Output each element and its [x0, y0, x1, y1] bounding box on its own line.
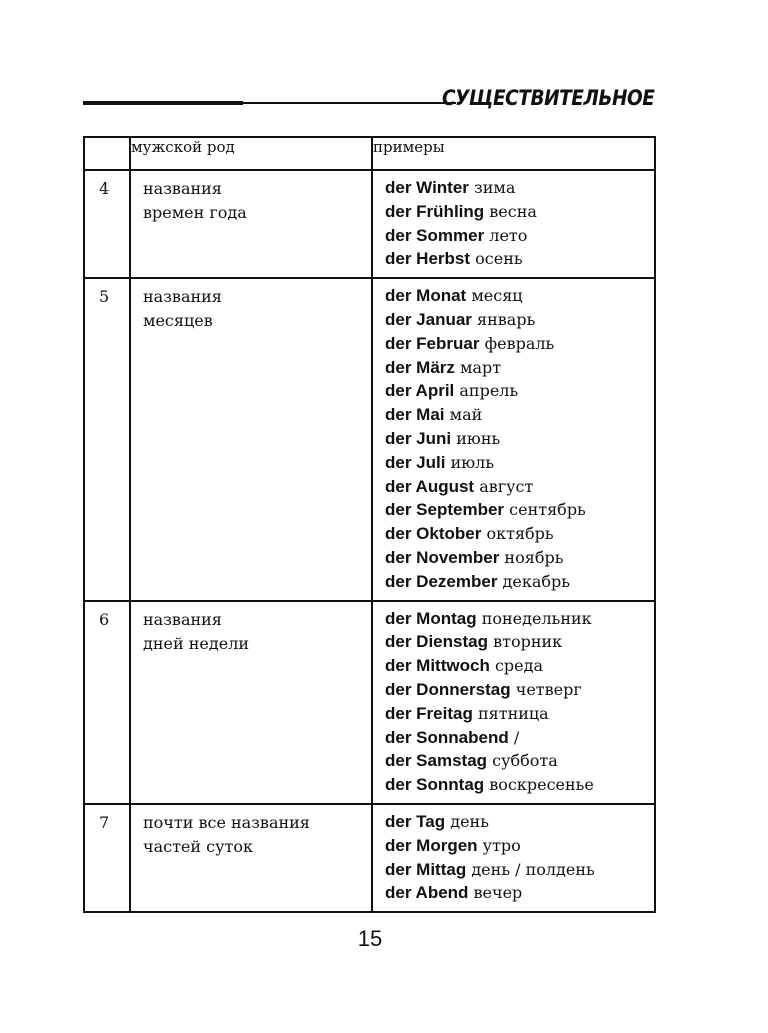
russian-translation: сентябрь — [509, 500, 586, 520]
example-line — [385, 200, 654, 224]
row-number: 7 — [84, 804, 130, 912]
category-line: времен года — [143, 203, 247, 222]
german-word: der September — [385, 500, 505, 520]
german-word: der Dienstag — [385, 632, 488, 652]
example-line — [385, 570, 654, 594]
german-word: der Oktober — [385, 524, 482, 544]
russian-translation: лето — [489, 225, 528, 245]
russian-translation: июль — [450, 452, 495, 472]
russian-translation: вечер — [473, 883, 523, 903]
example-line — [385, 834, 654, 858]
chapter-title: СУЩЕСТВИТЕЛЬНОЕ — [441, 86, 654, 110]
column-header-examples: примеры — [372, 137, 655, 170]
russian-translation: день / полдень — [471, 859, 595, 879]
german-word: der Sommer — [385, 225, 485, 245]
example-line — [385, 522, 654, 546]
german-word: der Tag — [385, 811, 446, 831]
german-word: der Abend — [385, 883, 469, 903]
russian-translation: зима — [474, 178, 516, 197]
example-line — [385, 427, 654, 451]
example-line — [385, 284, 654, 308]
russian-translation: воскресенье — [489, 775, 594, 795]
german-word: der Januar — [385, 309, 472, 329]
russian-translation: январь — [477, 309, 536, 329]
example-line — [385, 702, 654, 726]
row-examples — [372, 278, 655, 600]
category-line: дней недели — [143, 633, 250, 653]
example-line — [385, 607, 654, 631]
table-row — [84, 601, 655, 804]
header-rule-thick — [83, 101, 243, 105]
row-examples — [372, 804, 655, 912]
german-word: der Samstag — [385, 751, 488, 771]
category-line: названия — [143, 179, 222, 198]
row-category — [130, 170, 372, 278]
table-row — [84, 170, 655, 278]
example-line — [385, 678, 654, 702]
example-line — [385, 356, 654, 380]
german-word: der Februar — [385, 333, 480, 353]
russian-translation: пятница — [477, 703, 549, 723]
category-line: названия — [143, 287, 222, 307]
example-line — [385, 498, 654, 522]
category-line: частей суток — [143, 836, 254, 856]
german-word: der Freitag — [385, 703, 473, 723]
russian-translation: понедельник — [481, 608, 592, 628]
german-word: der Morgen — [385, 835, 478, 855]
german-word: der Donnerstag — [385, 679, 511, 699]
example-line — [385, 630, 654, 654]
russian-translation: среда — [494, 656, 543, 676]
chapter-header — [83, 84, 654, 118]
category-line: месяцев — [143, 311, 213, 331]
russian-translation: октябрь — [486, 524, 554, 544]
russian-translation: март — [460, 357, 502, 377]
russian-translation: апрель — [459, 381, 519, 401]
row-examples — [372, 170, 655, 278]
german-word: der Dezember — [385, 571, 498, 591]
example-line — [385, 546, 654, 570]
row-category — [130, 804, 372, 912]
noun-gender-table — [83, 136, 656, 913]
table-header-row — [84, 137, 655, 170]
german-word: der Juli — [385, 452, 446, 472]
russian-translation: вторник — [493, 632, 563, 652]
russian-translation: май — [449, 405, 483, 425]
example-line — [385, 403, 654, 427]
russian-translation: месяц — [471, 286, 523, 306]
example-line — [385, 308, 654, 332]
german-word: der Winter — [385, 178, 469, 197]
example-line — [385, 810, 654, 834]
russian-translation: утро — [482, 835, 521, 855]
column-header-gender: мужской род — [130, 137, 372, 170]
example-line — [385, 451, 654, 475]
row-number: 6 — [84, 601, 130, 804]
russian-translation: суббота — [492, 751, 558, 771]
german-word: der August — [385, 476, 475, 496]
german-word: der Sonnabend — [385, 727, 509, 747]
german-word: der Mittwoch — [385, 656, 490, 676]
example-line — [385, 726, 654, 750]
header-rule-thin — [243, 102, 456, 104]
category-line: названия — [143, 609, 222, 629]
category-line: почти все названия — [143, 812, 310, 832]
page-number: 15 — [357, 926, 383, 951]
russian-translation: весна — [489, 201, 537, 221]
german-word: der Mittag — [385, 859, 467, 879]
russian-translation: июнь — [456, 428, 501, 448]
german-word: der März — [385, 357, 455, 377]
german-word: der Frühling — [385, 201, 485, 221]
example-line — [385, 379, 654, 403]
row-number: 4 — [84, 170, 130, 278]
german-word: der Montag — [385, 608, 477, 628]
russian-translation: четверг — [515, 679, 582, 699]
german-word: der Juni — [385, 428, 452, 448]
table-row — [84, 804, 655, 912]
example-line — [385, 858, 654, 882]
russian-translation: февраль — [484, 333, 555, 353]
example-line — [385, 332, 654, 356]
german-word: der April — [385, 381, 455, 401]
example-line — [385, 749, 654, 773]
example-line — [385, 224, 654, 248]
row-number: 5 — [84, 278, 130, 600]
row-category — [130, 278, 372, 600]
russian-translation: декабрь — [502, 571, 570, 591]
example-line — [385, 176, 654, 200]
column-header-number — [84, 137, 130, 170]
example-line — [385, 475, 654, 499]
german-word: der Herbst — [385, 249, 471, 269]
russian-translation: август — [479, 476, 534, 496]
russian-translation: ноябрь — [504, 547, 564, 567]
table-row — [84, 278, 655, 600]
german-word: der Mai — [385, 405, 445, 425]
russian-translation: осень — [475, 249, 523, 269]
row-examples — [372, 601, 655, 804]
example-line — [385, 881, 654, 905]
german-word: der Sonntag — [385, 775, 485, 795]
german-word: der November — [385, 547, 500, 567]
row-category — [130, 601, 372, 804]
german-word: der Monat — [385, 286, 467, 306]
russian-translation: день — [450, 811, 489, 831]
example-line — [385, 773, 654, 797]
russian-translation: / — [513, 727, 520, 747]
example-line — [385, 247, 654, 271]
example-line — [385, 654, 654, 678]
